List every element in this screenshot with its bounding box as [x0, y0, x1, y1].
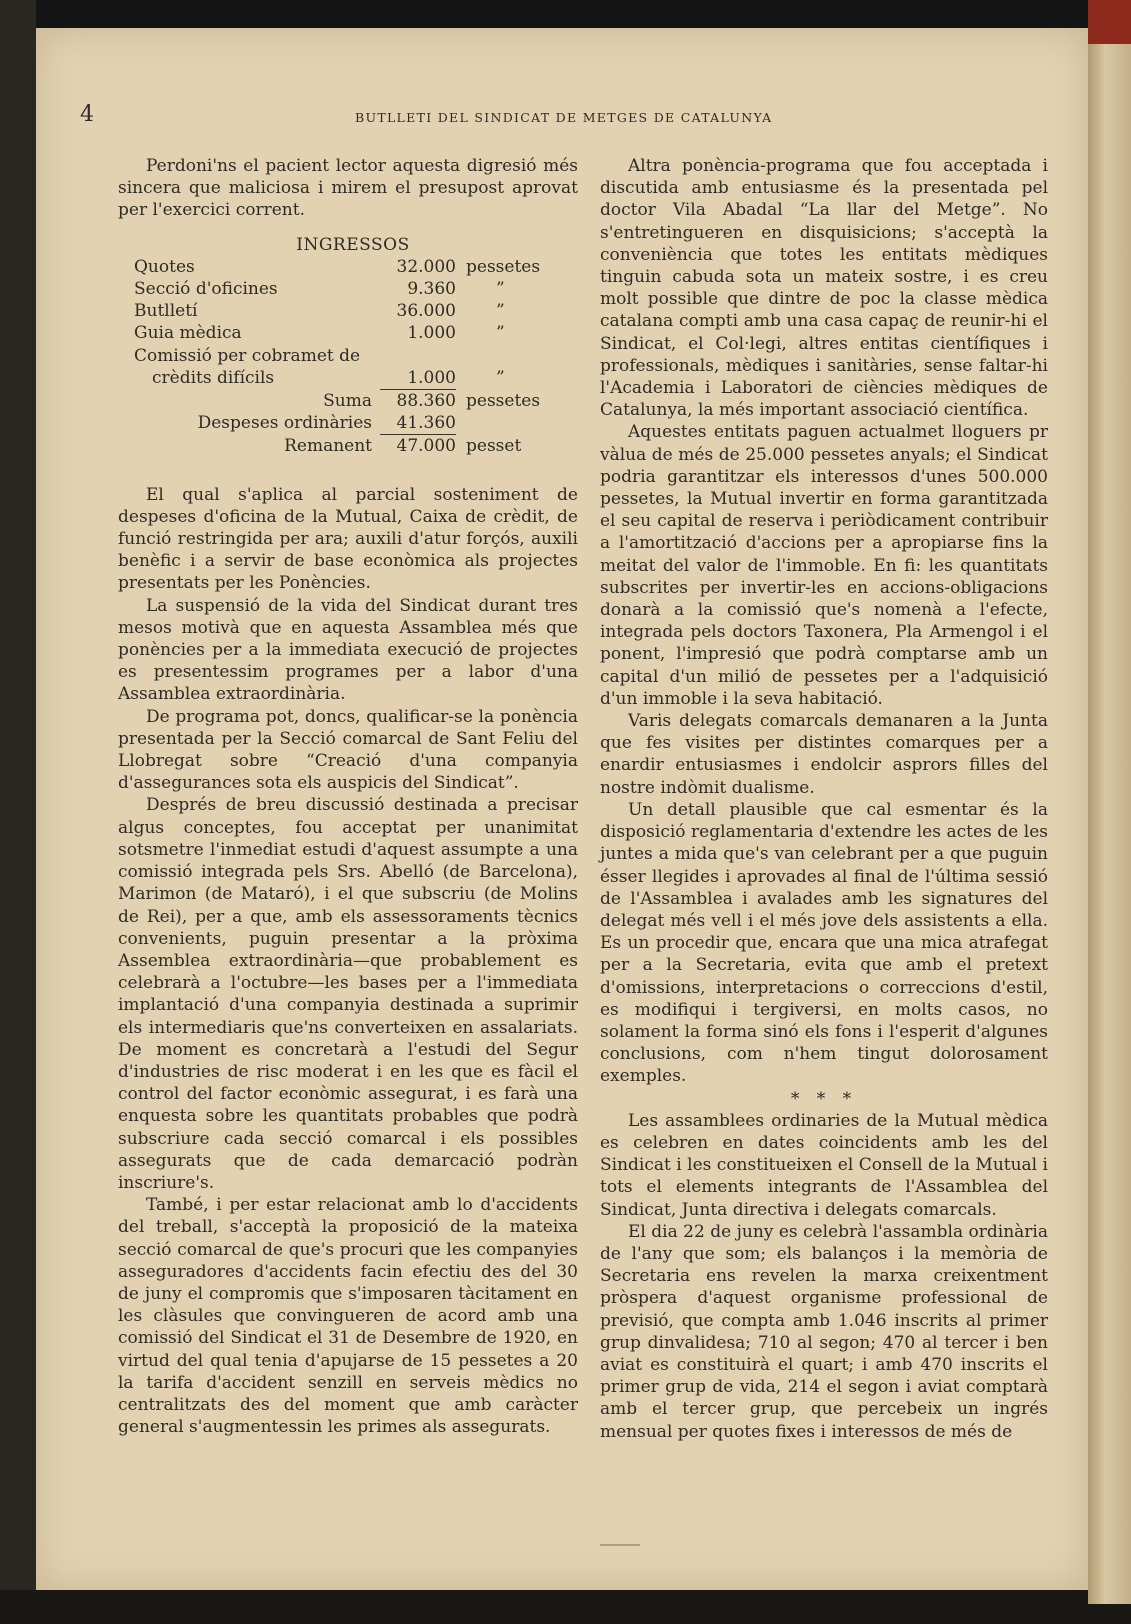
body-paragraph: Les assamblees ordinaries de la Mutual mèdica es celebren en dates coincidents amb les del Sindicat i les constitueixen el Consell de la Mutual i tots el elements integrants de l'Assamblea del Sindicat, Junta directiva i delegats comarcals. [600, 1110, 1048, 1220]
budget-row-value: 1.000 [407, 367, 456, 388]
body-paragraph: El dia 22 de juny es celebrà l'assambla ordinària de l'any que som; els balanços i la memòria de Secretaria ens revelen la marxa creixentment pròspera d'aquest organisme professional de previsió, que compta amb 1.046 inscrits al primer grup dinvalidesa; 710 al segon; 470 al tercer i ben aviat es constituirà el quart; i amb 470 inscrits el primer grup de vida, 214 el segon i aviat comptarà amb el tercer grup, que percebeix un ingrés mensual per quotes fixes i interessos de més de [600, 1221, 1048, 1442]
budget-row-label: Guia mèdica [134, 323, 242, 344]
budget-row-value: 36.000 [396, 301, 456, 322]
remanent-value: 47.000 [380, 434, 456, 457]
budget-row-unit: ” [496, 323, 505, 344]
budget-row [118, 367, 578, 389]
section-separator: * * * [790, 1088, 858, 1109]
body-paragraph: El qual s'aplica al parcial sosteniment de despeses d'oficina de la Mutual, Caixa de crèdit, de funció restringida per ara; auxili d'atur forçós, auxili benèfic i a servir de base econòmica als projectes presentats per les Ponències. [118, 484, 578, 594]
budget-title: INGRESSOS [296, 234, 410, 255]
budget-row [118, 300, 578, 322]
budget-row-label: crèdits difícils [152, 367, 275, 388]
budget-row-label: Butlletí [134, 301, 198, 322]
scan-background-bottom [0, 1590, 1131, 1624]
suma-label: Suma [323, 391, 372, 412]
intro-paragraph: Perdoni'ns el pacient lector aquesta digresió més sincera que maliciosa i mirem el presupost aprovat per l'exercici corrent. [118, 156, 578, 221]
page-header [80, 102, 1060, 132]
body-paragraph: Aquestes entitats paguen actualmet lloguers pr vàlua de més de 25.000 pessetes anyals; el Sindicat podria garantitzar els interessos d'unes 500.000 pessetes, la Mutual invertir en forma garantitzada el seu capital de reserva i periòdicament contribuir a l'amortització d'accions per a apropiarse fins la meitat del valor de l'immoble. En fi: les quantitats subscrites per invertir-les en accions-obligacions donarà a la comissió que's nomenà a l'efecte, integrada pels doctors Taxonera, Pla Armengol i el ponent, l'impresió que podrà comptarse amb un capital d'un milió de pessetes per a l'adquisició d'un immoble i la seva habitació. [600, 422, 1048, 709]
budget-row [118, 278, 578, 300]
body-paragraph: Un detall plausible que cal esmentar és la disposició reglamentaria d'extendre les actes de les juntes a mida que's van celebrant per a que puguin ésser llegides i aprovades al final de l'última sessió de l'Assamblea i avalades amb les signatures del delegat més vell i el més jove dels assistents a ella. Es un procedir que, encara que una mica atrafegat per a la Secretaria, evita que amb el pretext d'omissions, interpretacions o correccions d'estil, es modifiqui i tergiversi, en molts casos, no solament la forma sinó els fons i l'esperit d'algunes conclusions, com n'hem tingut dolorosament exemples. [600, 799, 1048, 1087]
budget-row-value: 32.000 [396, 256, 456, 277]
despeses-label: Despeses ordinàries [197, 413, 372, 434]
budget-row [118, 345, 578, 367]
budget-row [118, 256, 578, 278]
budget-row-unit: pessetes [466, 256, 541, 277]
page-number: 4 [80, 102, 94, 127]
body-paragraph: De programa pot, doncs, qualificar-se la ponència presentada per la Secció comarcal de Sant Feliu del Llobregat sobre “Creació d'una companyia d'assegurances sota els auspicis del Sindicat”. [118, 706, 578, 794]
suma-unit: pessetes [466, 391, 541, 412]
budget-row-label: Quotes [134, 256, 195, 277]
budget-row-unit: ” [496, 279, 505, 300]
budget-row-value: 1.000 [407, 323, 456, 344]
remanent-unit: pesset [466, 436, 522, 457]
book-cover-corner [1088, 0, 1131, 44]
body-paragraph: La suspensió de la vida del Sindicat durant tres mesos motivà que en aquesta Assamblea més que ponències per a la immediata execució de projectes es presentessim programes per a labor d'una Assamblea extraordinària. [118, 595, 578, 705]
budget-row-unit: ” [496, 301, 505, 322]
next-page-edge [1088, 24, 1131, 1604]
body-paragraph: Altra ponència-programa que fou acceptada i discutida amb entusiasme és la presentada pel doctor Vila Abadal “La llar del Metge”. No s'entretingueren en disquisicions; s'acceptà la conveniència que totes les entitats mèdiques tinguin cabuda sota un mateix sostre, i es creu molt possible que dintre de poc la classe mèdica catalana compti amb una casa capaç de reunir-hi el Sindicat, el Col·legi, altres entitas científiques i professionals, mèdiques i sanitàries, sense faltar-hi l'Academia i Laboratori de ciències mèdiques de Catalunya, la més important associació científica. [600, 156, 1048, 421]
budget-remanent-row [118, 434, 578, 457]
suma-value: 88.360 [380, 389, 456, 412]
budget-suma-row [118, 389, 578, 412]
budget-despeses-row [118, 412, 578, 434]
budget-row [118, 322, 578, 344]
body-paragraph: Després de breu discussió destinada a precisar algus conceptes, fou acceptat per unanimitat sotsmetre l'inmediat estudi d'aquest assumpte a una comissió integrada pels Srs. Abelló (de Barcelona), Marimon (de Mataró), i el que subscriu (de Molins de Rei), per a que, amb els assessoraments tècnics convenients, puguin presentar a la pròxima Assemblea extraordinària—que probablement es celebrarà a l'octubre—les bases per a l'immediata implantació d'una companyia destinada a suprimir els intermediaris que'ns converteixen en assalariats. De moment es concretarà a l'estudi del Segur d'industries de risc moderat i en les que es fàcil el control del factor econòmic assegurat, i es farà una enquesta sobre les quantitats probables que podrà subscriure cada secció comarcal i els possibles assegurats que de cada demarcació podràn inscriure's. [118, 795, 578, 1193]
body-paragraph: També, i per estar relacionat amb lo d'accidents del treball, s'acceptà la proposició de la mateixa secció comarcal de que's procuri que les companyies asseguradores d'accidents facin efectiu des del 30 de juny el compromis que s'imposaren tàcitament en les clàsules que convingueren de acord amb una comissió del Sindicat el 31 de Desembre de 1920, en virtud del qual tenia d'apujarse de 15 pessetes a 20 la tarifa d'accident senzill en serveis mèdics no centralitzats des del moment que amb caràcter general s'augmentessin les primes als assegurats. [118, 1195, 578, 1438]
budget-row-label: Secció d'oficines [134, 279, 278, 300]
scan-background-left [0, 0, 36, 1624]
remanent-label: Remanent [284, 436, 372, 457]
budget-row-value: 9.360 [407, 279, 456, 300]
budget-table [118, 234, 578, 458]
page-mark [600, 1544, 640, 1546]
running-head: BUTLLETI DEL SINDICAT DE METGES DE CATALUNYA [355, 110, 773, 125]
left-column [118, 155, 578, 1438]
body-paragraph: Varis delegats comarcals demanaren a la Junta que fes visites per distintes comarques per a enardir entusiasmes i endolcir asprors filles del nostre indòmit dualisme. [600, 711, 1048, 798]
budget-row-unit: ” [496, 367, 505, 388]
budget-row-label: Comissió per cobramet de [134, 345, 361, 366]
right-column [600, 155, 1048, 1443]
despeses-value: 41.360 [396, 413, 456, 434]
